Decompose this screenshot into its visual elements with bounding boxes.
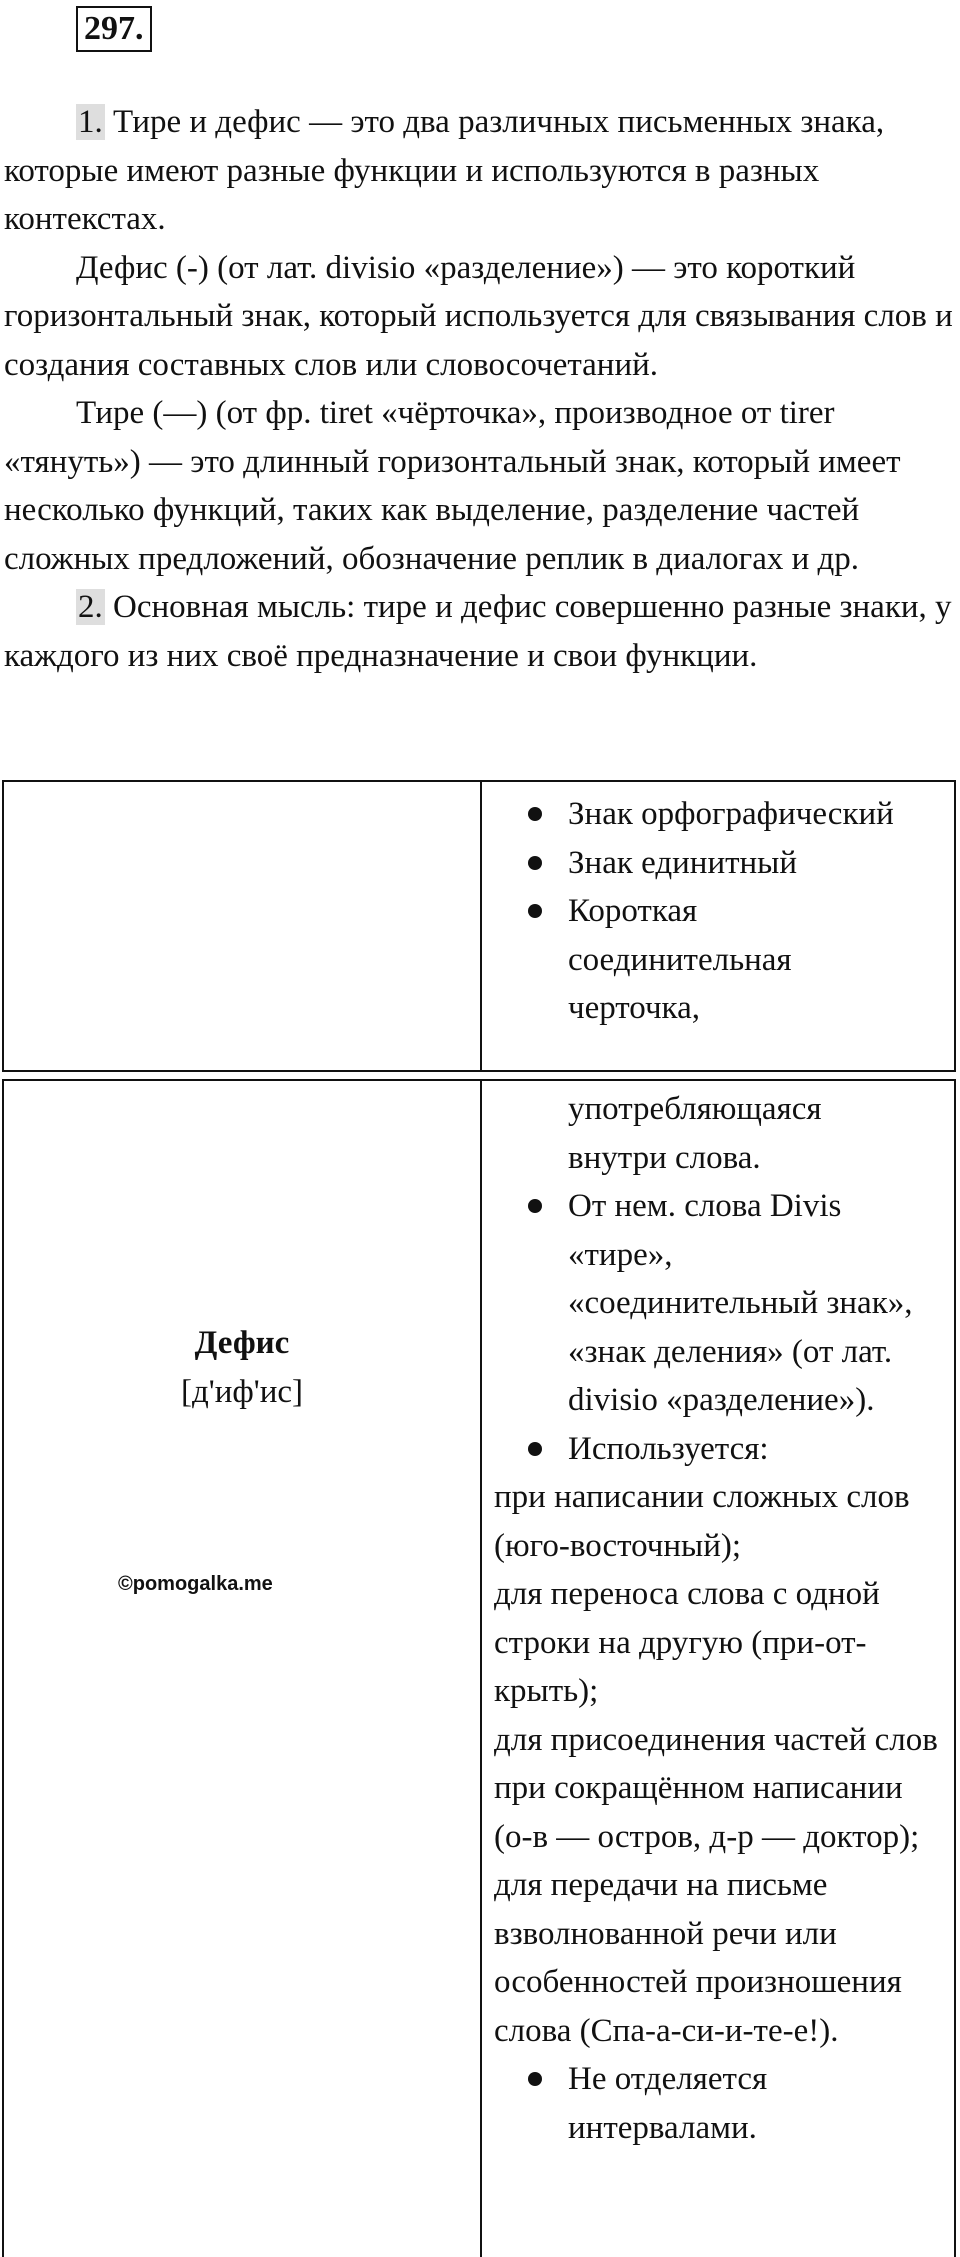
term-transcription: [д'иф'ис] <box>180 1373 303 1410</box>
paragraph-4-text: Основная мысль: тире и дефис совершенно разные знаки, у каждого из них своё предназначение и свои функции. <box>4 589 952 674</box>
bullet-item <box>494 839 946 888</box>
bullet-icon <box>528 1442 542 1456</box>
watermark: ©pomogalka.me <box>118 1573 273 1595</box>
column-divider <box>480 1081 482 2257</box>
table-1-right-cell <box>494 790 946 1033</box>
item-number-2: 2. <box>78 589 103 625</box>
paragraph-3: Тире (—) (от фр. tiret «чёрточка», производное от tirer «тянуть») — это длинный горизонтальный знак, который имеет несколько функций, таких как выделение, разделение частей сложных предложений, обозначение реплик в диалогах и др. <box>4 395 901 577</box>
column-divider <box>480 782 482 1070</box>
table-part-1 <box>2 780 956 1072</box>
bullet-icon <box>528 807 542 821</box>
bullet-text: Короткая соединительная черточка, <box>568 893 792 1026</box>
table-2-right-cell <box>494 1085 946 2152</box>
bullet-item <box>494 2055 868 2152</box>
bullet-item <box>494 887 828 1033</box>
usage-line: при написании сложных слов (юго-восточный); <box>494 1479 910 1564</box>
bullet-text: Знак орфографический <box>568 796 894 832</box>
term-cell <box>4 1319 480 1416</box>
bullet-item <box>494 1182 928 1425</box>
task-number: 297. <box>76 6 152 52</box>
bullet-item <box>494 790 946 839</box>
term-title: Дефис <box>194 1325 290 1361</box>
bullet-text: Используется: <box>568 1430 769 1467</box>
usage-line: для передачи на письме взволнованной речи или особенностей произношения слова (Спа-а-си-и-те-е!). <box>494 1867 902 2049</box>
usage-line: для присоединения частей слов при сокращённом написании (о-в — остров, д-р — доктор); <box>494 1721 938 1855</box>
paragraph-4 <box>4 583 956 680</box>
bullet-icon <box>528 904 542 918</box>
bullet-text: Знак единитный <box>568 844 798 881</box>
bullet-text: От нем. слова Divis «тире», «соединительный знак», «знак деления» (от лат. divisio «разделение»). <box>568 1188 913 1418</box>
answer-text <box>4 98 956 680</box>
bullet-icon <box>528 1199 542 1213</box>
paragraph-1 <box>4 98 956 244</box>
bullet-item <box>494 1425 946 1474</box>
continued-text: употребляющаяся внутри слова. <box>568 1091 822 1176</box>
item-number-1: 1. <box>78 104 103 140</box>
paragraph-1-text: Тире и дефис — это два различных письменных знака, которые имеют разные функции и используются в разных контекстах. <box>4 104 885 237</box>
usage-line: для переноса слова с одной строки на другую (при-от-крыть); <box>494 1576 880 1709</box>
table-part-2 <box>2 1079 956 2257</box>
bullet-icon <box>528 2072 542 2086</box>
paragraph-2: Дефис (-) (от лат. divisio «разделение») — это короткий горизонтальный знак, который используется для связывания слов и создания составных слов или словосочетаний. <box>4 249 953 383</box>
bullet-icon <box>528 856 542 870</box>
bullet-text: Не отделяется интервалами. <box>568 2061 768 2146</box>
